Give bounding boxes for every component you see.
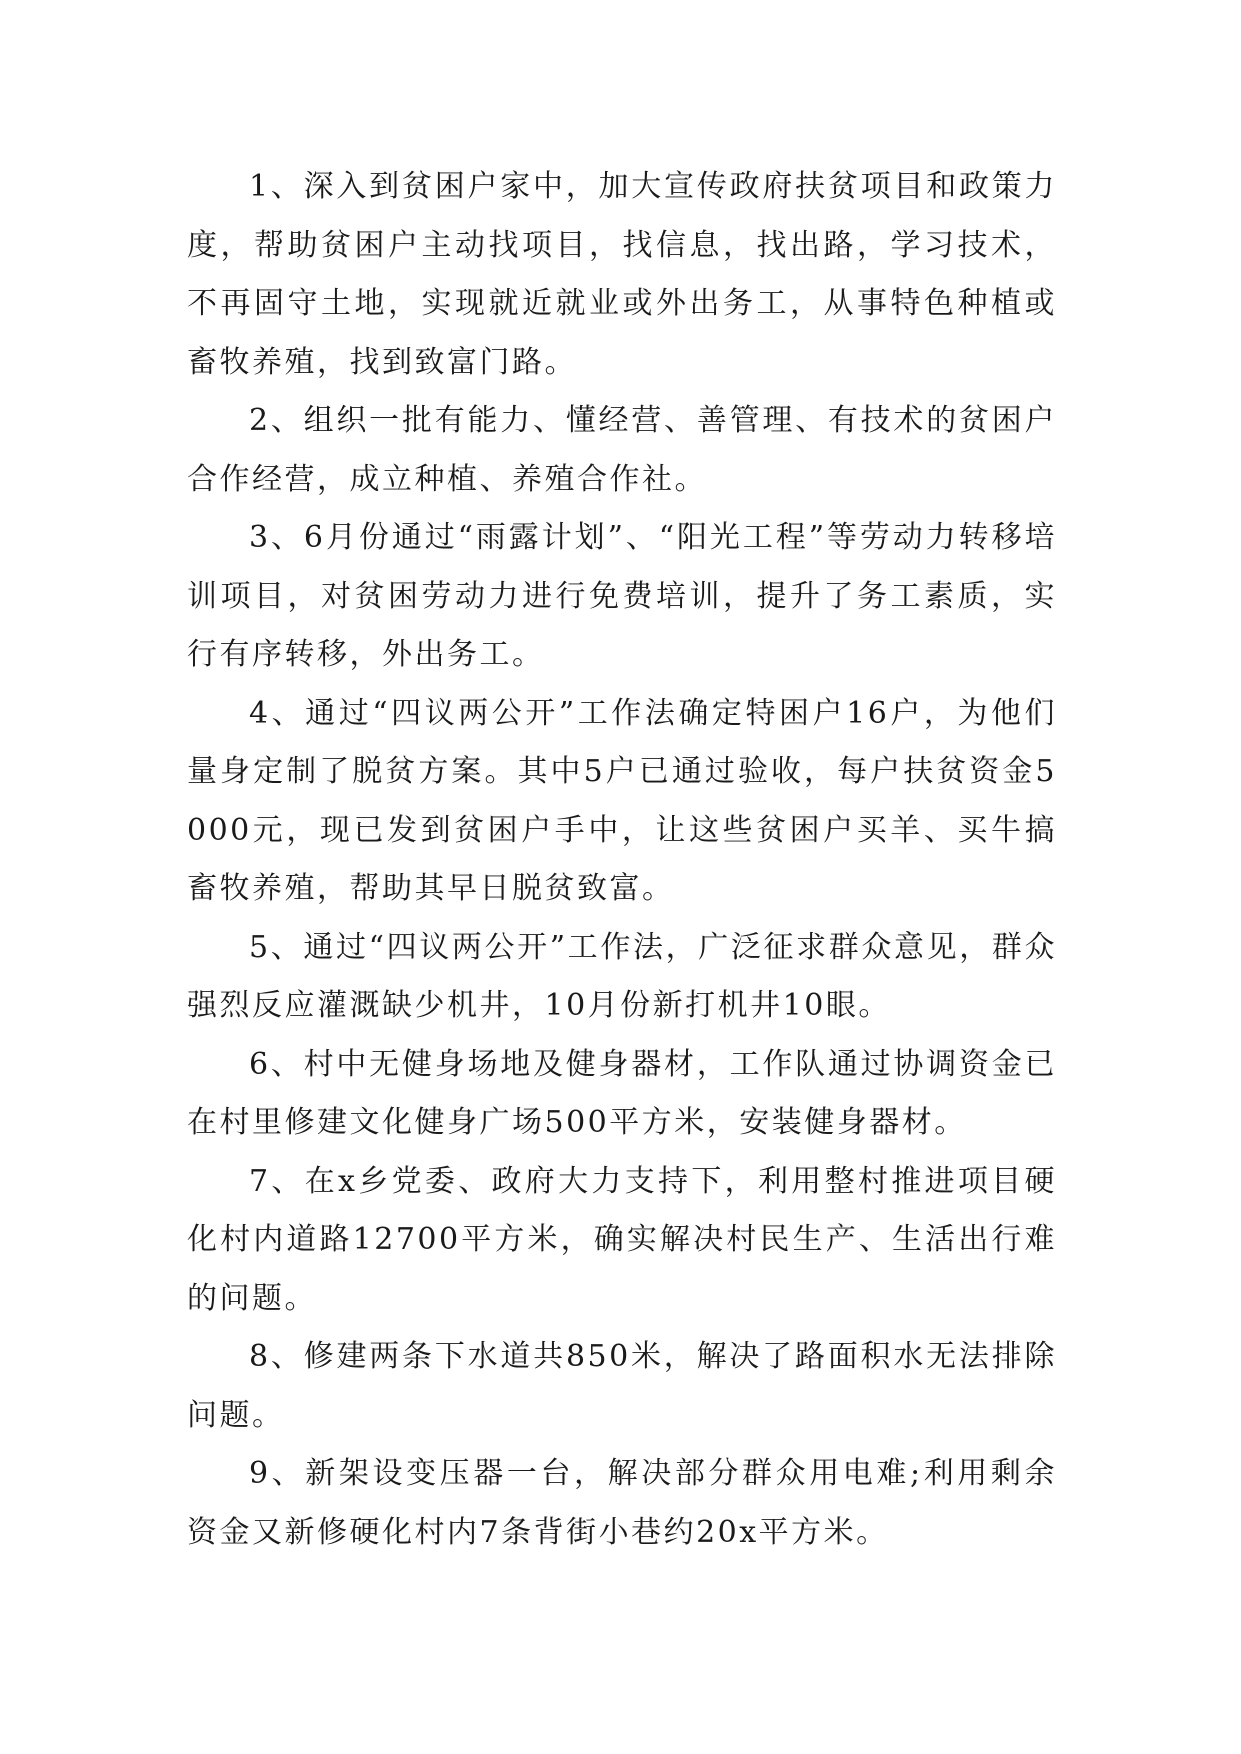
- paragraph-9: 9、新架设变压器一台，解决部分群众用电难;利用剩余资金又新修硬化村内7条背街小巷约20x平方米。: [187, 1456, 1057, 1550]
- paragraph-3: 3、6月份通过“雨露计划”、“阳光工程”等劳动力转移培训项目，对贫困劳动力进行免费培训，提升了务工素质，实行有序转移，外出务工。: [187, 520, 1057, 672]
- paragraph-8: 8、修建两条下水道共850米，解决了路面积水无法排除问题。: [187, 1339, 1057, 1433]
- paragraph-2: 2、组织一批有能力、懂经营、善管理、有技术的贫困户合作经营，成立种植、养殖合作社。: [187, 403, 1057, 497]
- document-body: [187, 158, 1057, 1562]
- paragraph-5: 5、通过“四议两公开”工作法，广泛征求群众意见，群众强烈反应灌溉缺少机井，10月份新打机井10眼。: [187, 929, 1057, 1023]
- paragraph-7: 7、在x乡党委、政府大力支持下，利用整村推进项目硬化村内道路12700平方米，确实解决村民生产、生活出行难的问题。: [187, 1163, 1057, 1316]
- paragraph-4: 4、通过“四议两公开”工作法确定特困户16户，为他们量身定制了脱贫方案。其中5户已通过验收，每户扶贫资金5000元，现已发到贫困户手中，让这些贫困户买羊、买牛搞畜牧养殖，帮助其早日脱贫致富。: [187, 695, 1057, 906]
- paragraph-6: 6、村中无健身场地及健身器材，工作队通过协调资金已在村里修建文化健身广场500平方米，安装健身器材。: [187, 1046, 1057, 1140]
- paragraph-1: 1、深入到贫困户家中，加大宣传政府扶贫项目和政策力度，帮助贫困户主动找项目，找信息，找出路，学习技术，不再固守土地，实现就近就业或外出务工，从事特色种植或畜牧养殖，找到致富门路。: [187, 169, 1057, 380]
